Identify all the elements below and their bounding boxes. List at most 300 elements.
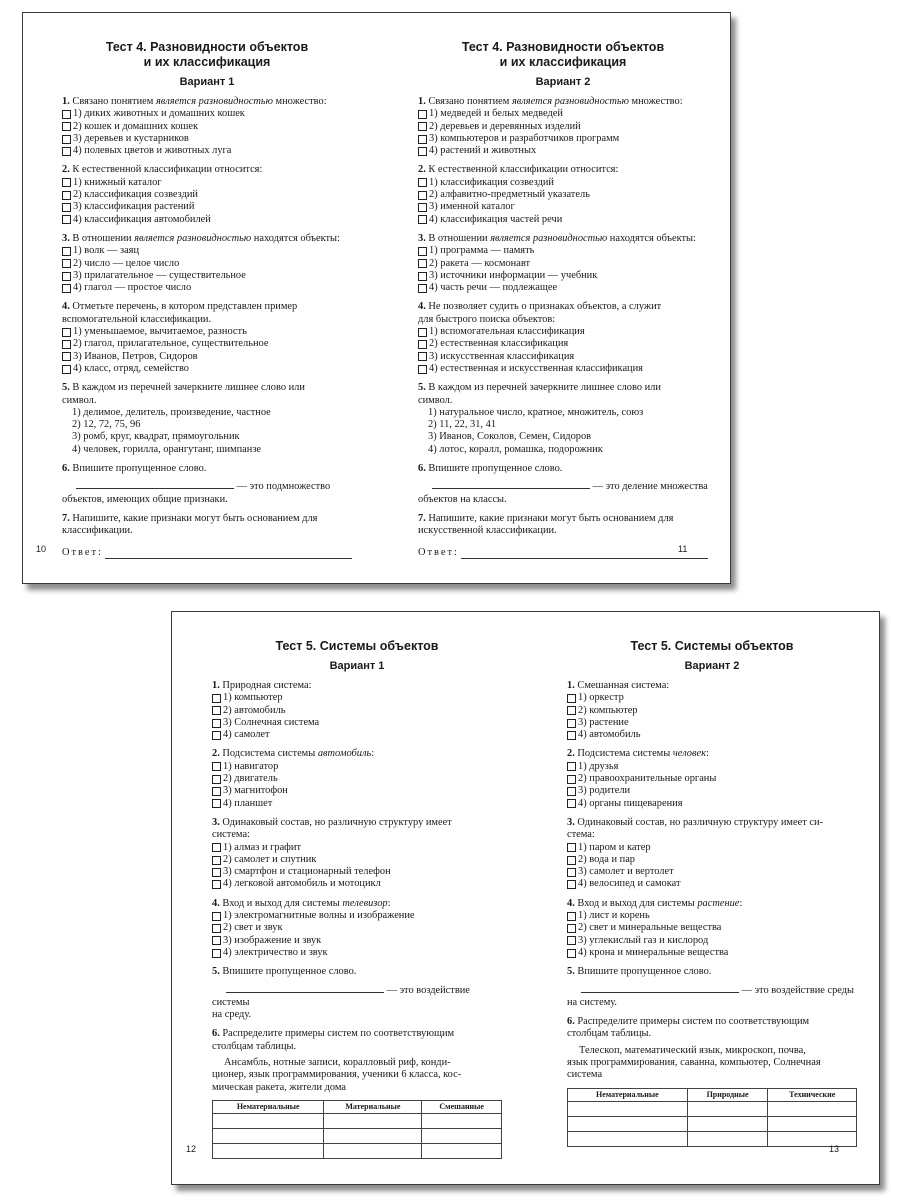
answer-option <box>418 270 708 282</box>
checkbox-icon[interactable] <box>62 110 71 119</box>
table-row <box>213 1129 502 1144</box>
checkbox-icon[interactable] <box>418 147 427 156</box>
option-label: 3) искусственная классификация <box>429 350 575 362</box>
question-number: 5. <box>62 382 70 394</box>
question-line: столбцам таблицы. <box>567 1028 652 1040</box>
checkbox-icon[interactable] <box>418 178 427 187</box>
word-list-item: 3) ромб, круг, квадрат, прямоугольник <box>72 431 240 443</box>
checkbox-icon[interactable] <box>418 191 427 200</box>
answer-option <box>62 189 352 201</box>
checkbox-icon[interactable] <box>212 731 221 740</box>
question-term: человек <box>672 748 706 760</box>
blank-line[interactable] <box>432 479 590 489</box>
question-5 <box>62 382 352 456</box>
checkbox-icon[interactable] <box>418 259 427 268</box>
table-cell[interactable] <box>768 1101 857 1116</box>
question-text <box>567 680 857 692</box>
table-cell[interactable] <box>687 1131 768 1146</box>
answer-option <box>62 338 352 350</box>
question-prompt: Связано понятием <box>428 96 512 107</box>
option-label: 2) число — целое число <box>73 257 180 269</box>
checkbox-icon[interactable] <box>418 352 427 361</box>
answer-option <box>62 245 352 257</box>
question-6 <box>567 1016 857 1147</box>
question-5 <box>567 966 857 1009</box>
checkbox-icon[interactable] <box>62 259 71 268</box>
question-number: 2. <box>418 164 426 176</box>
table-cell[interactable] <box>568 1131 688 1146</box>
question-number: 1. <box>212 680 220 691</box>
option-label: 2) ракета — космонавт <box>429 257 531 269</box>
checkbox-icon[interactable] <box>212 706 221 715</box>
option-label: 1) уменьшаемое, вычитаемое, разность <box>73 326 247 338</box>
question-term: растение <box>697 897 740 909</box>
table-row <box>213 1144 502 1159</box>
table-cell[interactable] <box>568 1116 688 1131</box>
question-prompt-end: : <box>387 897 391 909</box>
answer-options <box>212 692 502 741</box>
answer-option <box>62 363 352 375</box>
option-label: 1) навигатор <box>223 760 279 772</box>
answer-option <box>567 842 857 854</box>
blank-line[interactable] <box>226 983 384 993</box>
question-number: 3. <box>212 816 220 828</box>
table-cell[interactable] <box>422 1129 502 1144</box>
checkbox-icon[interactable] <box>567 843 576 852</box>
question-text <box>418 233 708 245</box>
question-line: символ. <box>418 394 453 406</box>
spread-tests-5 <box>171 611 880 1185</box>
page-number: 11 <box>678 544 688 554</box>
fill-text: — это деление множества <box>592 481 708 493</box>
question-text <box>567 966 857 978</box>
question-text <box>567 817 857 842</box>
answer-option <box>567 717 857 729</box>
question-number: 3. <box>567 816 575 828</box>
checkbox-icon[interactable] <box>567 706 576 715</box>
question-term: автомобиль <box>317 748 372 760</box>
checkbox-icon[interactable] <box>212 799 221 808</box>
examples-line: мическая ракета, жители дома <box>212 1081 347 1093</box>
checkbox-icon[interactable] <box>567 694 576 703</box>
question-line: для быстрого поиска объектов: <box>418 313 556 325</box>
question-text <box>62 463 352 475</box>
question-prompt-end: находятся объекты: <box>251 232 340 244</box>
table-cell[interactable] <box>213 1114 324 1129</box>
checkbox-icon[interactable] <box>418 340 427 349</box>
answer-options <box>567 842 857 891</box>
question-number: 4. <box>418 301 426 313</box>
answer-options <box>212 761 502 810</box>
answer-option <box>212 785 502 797</box>
word-list-item: 2) 11, 22, 31, 41 <box>428 419 497 431</box>
question-line: Распределите примеры систем по соответствующим <box>577 1016 810 1028</box>
question-line: система: <box>212 829 250 841</box>
checkbox-icon[interactable] <box>212 694 221 703</box>
page-12 <box>186 639 502 1166</box>
answer-option <box>212 866 502 878</box>
answer-option <box>418 214 708 226</box>
checkbox-icon[interactable] <box>418 328 427 337</box>
checkbox-icon[interactable] <box>212 775 221 784</box>
checkbox-icon[interactable] <box>62 328 71 337</box>
checkbox-icon[interactable] <box>418 122 427 131</box>
checkbox-icon[interactable] <box>567 868 576 877</box>
checkbox-icon[interactable] <box>212 868 221 877</box>
answer-option <box>212 773 502 785</box>
examples-line: система <box>567 1069 603 1081</box>
checkbox-icon[interactable] <box>212 936 221 945</box>
checkbox-icon[interactable] <box>418 203 427 212</box>
question-prompt: К естественной классификации относится: <box>428 164 619 176</box>
answer-option <box>62 351 352 363</box>
question-text <box>212 817 502 842</box>
question-prompt: Вход и выход для системы <box>577 897 698 909</box>
option-label: 1) медведей и белых медведей <box>429 108 563 120</box>
checkbox-icon[interactable] <box>418 135 427 144</box>
question-4 <box>62 301 352 375</box>
option-label: 3) Иванов, Петров, Сидоров <box>73 350 198 362</box>
blank-line[interactable] <box>581 983 739 993</box>
variant-label: Вариант 1 <box>329 660 385 672</box>
question-term: является разновидностью <box>155 96 273 107</box>
question-6 <box>62 463 352 506</box>
question-3 <box>567 817 857 891</box>
fill-text: — это воздействие среды <box>741 984 855 996</box>
option-label: 3) магнитофон <box>223 785 288 797</box>
table-cell[interactable] <box>324 1129 422 1144</box>
checkbox-icon[interactable] <box>62 272 71 281</box>
answer-option <box>418 338 708 350</box>
option-label: 3) именной каталог <box>429 201 515 213</box>
fill-in-blank <box>62 479 352 506</box>
answer-options <box>212 842 502 891</box>
question-prompt-end: множество: <box>272 96 327 107</box>
question-5 <box>418 382 708 456</box>
fill-text-cont: на систему. <box>567 996 618 1008</box>
table-cell[interactable] <box>324 1114 422 1129</box>
checkbox-icon[interactable] <box>62 122 71 131</box>
question-number: 1. <box>418 96 426 107</box>
checkbox-icon[interactable] <box>62 203 71 212</box>
question-2 <box>418 164 708 225</box>
option-label: 4) полевых цветов и животных луга <box>73 145 232 157</box>
question-text <box>567 1016 857 1041</box>
option-label: 1) программа — память <box>429 245 535 257</box>
question-4 <box>567 898 857 959</box>
table-row <box>568 1116 857 1131</box>
checkbox-icon[interactable] <box>62 352 71 361</box>
answer-option <box>212 717 502 729</box>
checkbox-icon[interactable] <box>212 787 221 796</box>
answer-option <box>212 705 502 717</box>
table-header: Природные <box>687 1088 768 1101</box>
answer-option <box>212 692 502 704</box>
checkbox-icon[interactable] <box>567 731 576 740</box>
answer-option <box>62 121 352 133</box>
question-line: Одинаковый состав, но различную структуру имеет си- <box>577 816 823 828</box>
question-number: 2. <box>212 748 220 760</box>
answer-option <box>418 282 708 294</box>
question-number: 5. <box>567 966 575 978</box>
question-text <box>567 748 857 760</box>
question-number: 6. <box>212 1028 220 1040</box>
question-line: столбцам таблицы. <box>212 1040 297 1052</box>
table-header: Нематериальные <box>568 1088 688 1101</box>
fill-in-blank <box>567 983 857 1010</box>
fill-text-cont: объектов, имеющих общие признаки. <box>62 493 228 505</box>
option-label: 2) вода и пар <box>578 853 636 865</box>
option-label: 2) компьютер <box>578 704 638 716</box>
option-label: 1) электромагнитные волны и изображение <box>223 910 415 922</box>
checkbox-icon[interactable] <box>567 856 576 865</box>
checkbox-icon[interactable] <box>418 247 427 256</box>
question-term: является разновидностью <box>511 96 629 107</box>
word-lists <box>62 407 352 456</box>
question-line: Впишите пропущенное слово. <box>72 463 207 475</box>
question-line: Отметьте перечень, в котором представлен пример <box>72 301 298 313</box>
option-label: 4) самолет <box>223 729 270 741</box>
question-text <box>212 898 502 910</box>
checkbox-icon[interactable] <box>418 284 427 293</box>
question-prompt-end: : <box>371 748 375 760</box>
question-4 <box>212 898 502 959</box>
checkbox-icon[interactable] <box>418 110 427 119</box>
table-cell[interactable] <box>422 1144 502 1159</box>
option-label: 3) углекислый газ и кислород <box>578 934 709 946</box>
checkbox-icon[interactable] <box>567 775 576 784</box>
answer-option <box>418 189 708 201</box>
checkbox-icon[interactable] <box>62 284 71 293</box>
option-label: 1) вспомогательная классификация <box>429 326 585 338</box>
answer-options <box>567 910 857 959</box>
variant-label: Вариант 2 <box>535 76 591 88</box>
checkbox-icon[interactable] <box>212 912 221 921</box>
checkbox-icon[interactable] <box>567 912 576 921</box>
checkbox-icon[interactable] <box>567 799 576 808</box>
fill-in-blank <box>418 479 708 506</box>
option-label: 2) автомобиль <box>223 704 286 716</box>
fill-text: — это подмножество <box>236 481 331 493</box>
question-2 <box>212 748 502 809</box>
table-cell[interactable] <box>213 1129 324 1144</box>
answer-option <box>418 363 708 375</box>
checkbox-icon[interactable] <box>567 949 576 958</box>
question-7 <box>62 513 352 538</box>
question-text <box>212 1028 502 1053</box>
answer-option <box>418 177 708 189</box>
question-number: 6. <box>62 463 70 475</box>
answer-option <box>62 201 352 213</box>
question-prompt-end: : <box>706 748 709 760</box>
checkbox-icon[interactable] <box>62 147 71 156</box>
question-text <box>418 164 708 176</box>
question-text <box>62 96 352 108</box>
answer-options <box>567 761 857 810</box>
answer-option <box>567 878 857 890</box>
answer-option <box>567 785 857 797</box>
checkbox-icon[interactable] <box>567 762 576 771</box>
checkbox-icon[interactable] <box>567 880 576 889</box>
table-cell[interactable] <box>568 1101 688 1116</box>
answer-blank[interactable] <box>105 549 352 559</box>
checkbox-icon[interactable] <box>62 178 71 187</box>
checkbox-icon[interactable] <box>62 340 71 349</box>
option-label: 1) лист и корень <box>578 910 650 922</box>
question-3 <box>418 233 708 294</box>
question-line: Одинаковый состав, но различную структуру имеет <box>222 816 452 828</box>
question-4 <box>418 301 708 375</box>
question-2 <box>567 748 857 809</box>
question-line: искусственной классификации. <box>418 525 557 537</box>
fill-text-cont: на среду. <box>212 1009 252 1021</box>
table-header: Технические <box>768 1088 857 1101</box>
answer-option <box>418 245 708 257</box>
question-number: 4. <box>212 897 220 909</box>
question-text <box>62 301 352 326</box>
answer-option <box>212 798 502 810</box>
question-number: 5. <box>212 966 220 978</box>
page-number: 13 <box>829 1144 840 1154</box>
option-label: 3) растение <box>578 716 629 728</box>
word-list-item: 3) Иванов, Соколов, Семен, Сидоров <box>428 431 592 443</box>
option-label: 4) классификация автомобилей <box>73 213 211 225</box>
option-label: 1) алмаз и графит <box>223 841 302 853</box>
checkbox-icon[interactable] <box>62 365 71 374</box>
answer-blank[interactable] <box>461 549 708 559</box>
answer-options <box>62 245 352 294</box>
option-label: 3) Солнечная система <box>223 716 320 728</box>
question-number: 3. <box>62 232 70 244</box>
checkbox-icon[interactable] <box>567 936 576 945</box>
question-number: 1. <box>62 96 70 107</box>
answer-option <box>418 351 708 363</box>
variant-label: Вариант 1 <box>179 76 235 88</box>
answer-option <box>62 270 352 282</box>
table-row <box>568 1131 857 1146</box>
question-number: 5. <box>418 382 426 394</box>
question-7 <box>418 513 708 538</box>
table-cell[interactable] <box>213 1144 324 1159</box>
checkbox-icon[interactable] <box>62 215 71 224</box>
table-cell[interactable] <box>687 1116 768 1131</box>
answer-option <box>567 798 857 810</box>
answer-option <box>418 145 708 157</box>
question-line: Впишите пропущенное слово. <box>222 966 357 978</box>
checkbox-icon[interactable] <box>62 135 71 144</box>
examples-line: язык программирования, саванна, компьютер, Солнечная <box>567 1057 821 1069</box>
checkbox-icon[interactable] <box>212 856 221 865</box>
answer-option <box>567 922 857 934</box>
checkbox-icon[interactable] <box>212 843 221 852</box>
question-line: В каждом из перечней зачеркните лишнее слово или <box>72 382 305 394</box>
answer-option <box>567 866 857 878</box>
checkbox-icon[interactable] <box>212 880 221 889</box>
option-label: 2) свет и звук <box>223 922 283 934</box>
word-lists <box>418 407 708 456</box>
checkbox-icon[interactable] <box>418 365 427 374</box>
word-list-item: 4) лотос, коралл, ромашка, подорожник <box>428 443 603 455</box>
checkbox-icon[interactable] <box>567 787 576 796</box>
page-10 <box>36 40 352 559</box>
question-line: Не позволяет судить о признаках объектов, а служит <box>428 301 662 313</box>
option-label: 4) глагол — простое число <box>73 282 192 294</box>
question-line: классификации. <box>62 525 133 537</box>
option-label: 1) диких животных и домашних кошек <box>73 108 245 120</box>
test-title: Тест 4. Разновидности объектов <box>461 40 665 54</box>
answer-option <box>212 910 502 922</box>
answer-option <box>567 729 857 741</box>
option-label: 1) паром и катер <box>578 841 651 853</box>
question-3 <box>62 233 352 294</box>
option-label: 1) волк — заяц <box>73 245 140 257</box>
question-line: Напишите, какие признаки могут быть основанием для <box>72 512 318 524</box>
question-5 <box>212 966 502 1021</box>
checkbox-icon[interactable] <box>62 247 71 256</box>
table-header: Смешанные <box>422 1100 502 1113</box>
table-cell[interactable] <box>687 1101 768 1116</box>
table-cell[interactable] <box>422 1114 502 1129</box>
answer-option <box>418 121 708 133</box>
question-text <box>418 96 708 108</box>
question-prompt: Подсистема системы <box>222 748 318 760</box>
question-number: 2. <box>567 748 575 760</box>
checkbox-icon[interactable] <box>567 719 576 728</box>
examples-paragraph <box>212 1057 502 1094</box>
option-label: 3) самолет и вертолет <box>578 866 674 878</box>
question-6 <box>212 1028 502 1159</box>
checkbox-icon[interactable] <box>567 924 576 933</box>
question-prompt-end: : <box>739 897 743 909</box>
table-cell[interactable] <box>324 1144 422 1159</box>
table-header: Материальные <box>324 1100 422 1113</box>
checkbox-icon[interactable] <box>212 949 221 958</box>
question-prompt: Подсистема системы <box>577 748 673 760</box>
variant-label: Вариант 2 <box>684 660 740 672</box>
table-cell[interactable] <box>768 1116 857 1131</box>
page-number: 10 <box>36 544 47 554</box>
answer-option <box>212 947 502 959</box>
answer-options <box>62 108 352 157</box>
checkbox-icon[interactable] <box>212 924 221 933</box>
question-number: 6. <box>567 1016 575 1028</box>
question-number: 2. <box>62 164 70 176</box>
checkbox-icon[interactable] <box>212 719 221 728</box>
table-header: Нематериальные <box>213 1100 324 1113</box>
checkbox-icon[interactable] <box>62 191 71 200</box>
option-label: 2) кошек и домашних кошек <box>73 120 199 132</box>
option-label: 4) автомобиль <box>578 729 641 741</box>
table-row <box>568 1101 857 1116</box>
question-text <box>567 898 857 910</box>
checkbox-icon[interactable] <box>418 272 427 281</box>
examples-paragraph <box>567 1045 857 1082</box>
word-list-item: 2) 12, 72, 75, 96 <box>72 419 141 431</box>
word-list-item: 1) делимое, делитель, произведение, частное <box>72 406 271 418</box>
blank-line[interactable] <box>76 479 234 489</box>
checkbox-icon[interactable] <box>418 215 427 224</box>
answer-option <box>62 108 352 120</box>
option-label: 3) компьютеров и разработчиков программ <box>429 132 620 144</box>
option-label: 2) правоохранительные органы <box>578 773 717 785</box>
question-term: является разновидностью <box>134 232 252 244</box>
examples-line: Телескоп, математический язык, микроскоп, почва, <box>579 1044 806 1056</box>
checkbox-icon[interactable] <box>212 762 221 771</box>
question-prompt: Связано понятием <box>72 96 156 107</box>
option-label: 2) деревьев и деревянных изделий <box>429 120 581 132</box>
option-label: 4) часть речи — подлежащее <box>429 282 558 294</box>
table-cell[interactable] <box>768 1131 857 1146</box>
